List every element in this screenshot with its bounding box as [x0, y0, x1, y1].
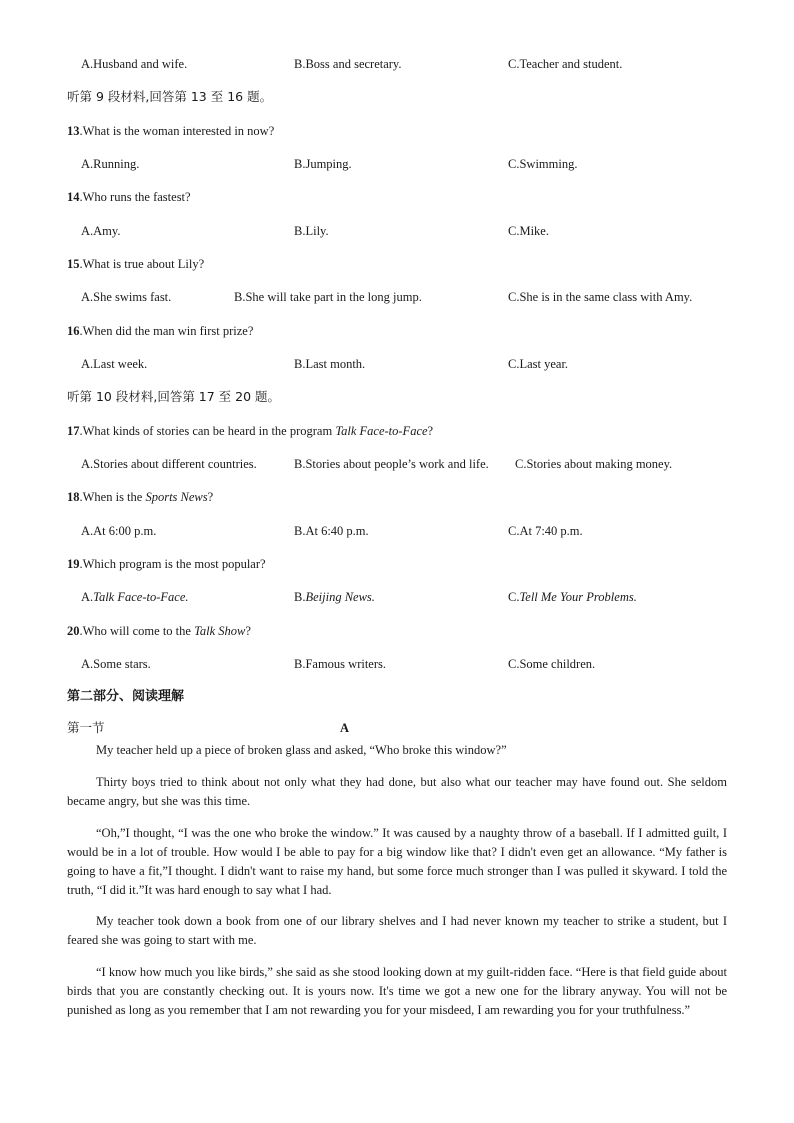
- q17-option-c[interactable]: C.Stories about making money.: [515, 457, 673, 471]
- question-text: .What is true about Lily?: [79, 257, 205, 271]
- q17-option-a[interactable]: A.Stories about different countries.: [81, 457, 257, 471]
- question-20: [67, 622, 727, 640]
- q16-options: [67, 355, 727, 373]
- q16-option-c[interactable]: C.Last year.: [508, 357, 569, 371]
- question-number: 17: [67, 424, 80, 438]
- option-title: Talk Face-to-Face.: [93, 590, 189, 604]
- section-10-instruction: 听第 10 段材料,回答第 17 至 20 题。: [67, 389, 281, 404]
- q13-option-b[interactable]: B.Jumping.: [294, 157, 352, 171]
- q14-option-a[interactable]: A.Amy.: [81, 224, 121, 238]
- q19-options: [67, 588, 727, 606]
- passage-paragraph: Thirty boys tried to think about not only what they had done, but also what our teacher may have found out. She seldom became angry, but she was this time.: [67, 775, 727, 808]
- question-17: [67, 422, 727, 440]
- question-number: 16: [67, 324, 80, 338]
- passage-paragraph: My teacher took down a book from one of our library shelves and I had never known my teacher to strike a student, but I feared she was going to start with me.: [67, 914, 727, 947]
- question-mark: ?: [245, 624, 251, 638]
- question-16: [67, 322, 727, 340]
- q18-option-c[interactable]: C.At 7:40 p.m.: [508, 524, 583, 538]
- q20-option-a[interactable]: A.Some stars.: [81, 657, 151, 671]
- q20-option-c[interactable]: C.Some children.: [508, 657, 596, 671]
- subsection-label: 第一节: [67, 720, 105, 735]
- program-title: Talk Face-to-Face: [335, 424, 428, 438]
- q19-option-a[interactable]: [81, 588, 189, 606]
- q20-options: [67, 655, 727, 673]
- option-letter: C.: [508, 590, 520, 604]
- question-number: 18: [67, 490, 80, 504]
- question-text: .Which program is the most popular?: [79, 557, 266, 571]
- passage-label: A: [340, 721, 350, 735]
- option-title: Tell Me Your Problems.: [519, 590, 637, 604]
- program-title: Sports News: [145, 490, 208, 504]
- question-18: [67, 488, 727, 506]
- q18-option-b[interactable]: B.At 6:40 p.m.: [294, 524, 369, 538]
- question-mark: ?: [207, 490, 214, 504]
- q13-options: [67, 155, 727, 173]
- passage-paragraph: My teacher held up a piece of broken glass and asked, “Who broke this window?”: [96, 743, 507, 757]
- q17-options: [67, 455, 727, 473]
- program-title: Talk Show: [194, 624, 246, 638]
- q13-option-a[interactable]: A.Running.: [81, 157, 140, 171]
- question-number: 19: [67, 557, 80, 571]
- passage-paragraph: “Oh,”I thought, “I was the one who broke the window.” It was caused by a naughty throw of a baseball. If I admitted guilt, I would be in a lot of trouble. How would I be able to pay for a big window like that? I didn't even get an allowance. “My father is going to have a fit,”I thought. I didn't want to raise my hand, but some force much stronger than I was pulled it skyward. I told the truth, “I did it.”It was hard enough to say what I had.: [67, 826, 727, 897]
- question-15: [67, 255, 727, 273]
- q16-option-a[interactable]: A.Last week.: [81, 357, 148, 371]
- q14-option-b[interactable]: B.Lily.: [294, 224, 329, 238]
- q15-option-b[interactable]: B.She will take part in the long jump.: [234, 290, 422, 304]
- q15-option-a[interactable]: A.She swims fast.: [81, 290, 172, 304]
- q16-option-b[interactable]: B.Last month.: [294, 357, 366, 371]
- question-13: [67, 122, 727, 140]
- question-number: 20: [67, 624, 80, 638]
- part-2-heading: 第二部分、阅读理解: [67, 689, 185, 704]
- q19-option-c[interactable]: [508, 588, 637, 606]
- question-number: 14: [67, 190, 80, 204]
- q12-option-a[interactable]: A.Husband and wife.: [81, 57, 188, 71]
- question-number: 15: [67, 257, 80, 271]
- option-letter: B.: [294, 590, 306, 604]
- option-letter: A.: [81, 590, 94, 604]
- option-title: Beijing News.: [305, 590, 375, 604]
- question-number: 13: [67, 124, 80, 138]
- q13-option-c[interactable]: C.Swimming.: [508, 157, 578, 171]
- q15-option-c[interactable]: C.She is in the same class with Amy.: [508, 290, 693, 304]
- section-9-instruction: 听第 9 段材料,回答第 13 至 16 题。: [67, 89, 273, 104]
- question-text: .When is the: [79, 490, 146, 504]
- question-14: [67, 188, 727, 206]
- question-mark: ?: [427, 424, 434, 438]
- q20-option-b[interactable]: B.Famous writers.: [294, 657, 387, 671]
- subsection-heading-row: [67, 719, 727, 737]
- question-19: [67, 555, 727, 573]
- question-text: .What kinds of stories can be heard in the program: [79, 424, 336, 438]
- q12-options: [67, 55, 727, 73]
- question-text: .What is the woman interested in now?: [79, 124, 275, 138]
- q18-option-a[interactable]: A.At 6:00 p.m.: [81, 524, 157, 538]
- q14-option-c[interactable]: C.Mike.: [508, 224, 549, 238]
- q14-options: [67, 222, 727, 240]
- q12-option-b[interactable]: B.Boss and secretary.: [294, 57, 402, 71]
- question-text: .Who runs the fastest?: [79, 190, 191, 204]
- question-text: .Who will come to the: [79, 624, 195, 638]
- q15-options: [67, 288, 727, 306]
- q18-options: [67, 522, 727, 540]
- q19-option-b[interactable]: [294, 588, 375, 606]
- passage-paragraph: “I know how much you like birds,” she said as she stood looking down at my guilt-ridden face. “Here is that field guide about birds that you are constantly checking out. It is yours now. It's time we got a new one for the library anyway. You will not be punished as long as you remember that I am not rewarding you for your misdeed, I am rewarding you for your truthfulness.”: [67, 965, 727, 1017]
- question-text: .When did the man win first prize?: [79, 324, 254, 338]
- q17-option-b[interactable]: B.Stories about people’s work and life.: [294, 457, 489, 471]
- q12-option-c[interactable]: C.Teacher and student.: [508, 57, 623, 71]
